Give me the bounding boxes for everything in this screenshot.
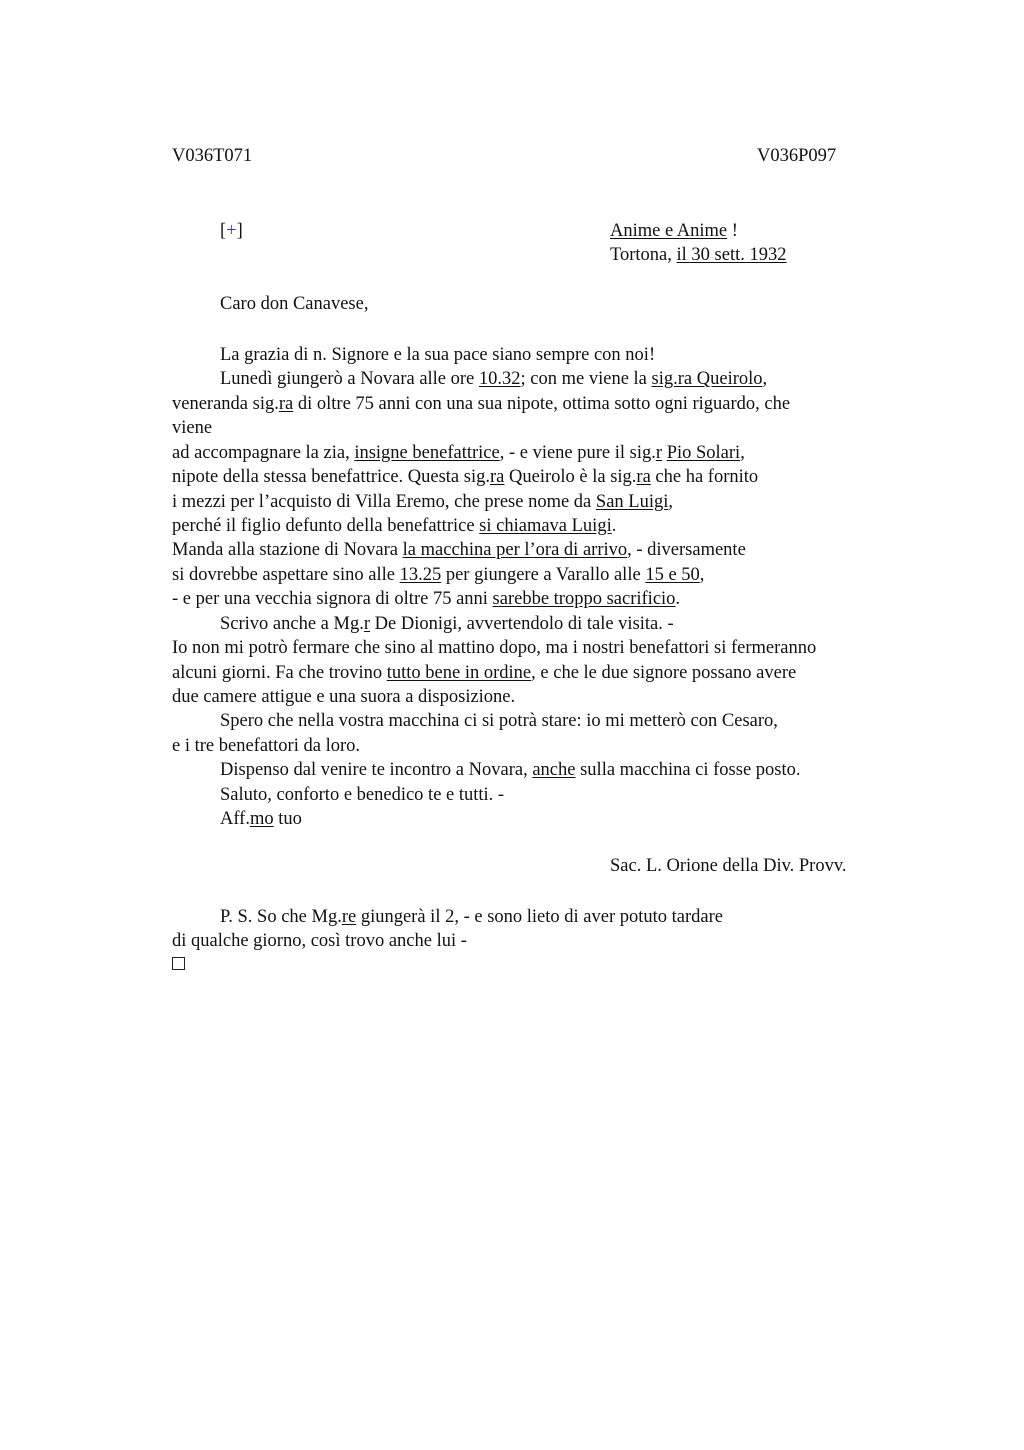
body-line: Io non mi potrò fermare che sino al mattino dopo, ma i nostri benefattori si fermeranno bbox=[172, 638, 817, 658]
body-line: Dispenso dal venire te incontro a Novara, anche sulla macchina ci fosse posto. bbox=[220, 760, 801, 780]
body-line: veneranda sig.ra di oltre 75 anni con una sua nipote, ottima sotto ogni riguardo, che bbox=[172, 394, 791, 414]
body-line: i mezzi per l’acquisto di Villa Eremo, che prese nome da San Luigi, bbox=[172, 492, 673, 512]
body-line: e i tre benefattori da loro. bbox=[172, 736, 360, 756]
body-line: Lunedì giungerò a Novara alle ore 10.32; con me viene la sig.ra Queirolo, bbox=[220, 369, 768, 389]
body-line: La grazia di n. Signore e la sua pace siano sempre con noi! bbox=[220, 345, 656, 365]
place-date: Tortona, il 30 sett. 1932 bbox=[610, 245, 787, 265]
body-line: alcuni giorni. Fa che trovino tutto bene in ordine, e che le due signore possano avere bbox=[172, 663, 797, 683]
postscript-line: P. S. So che Mg.re giungerà il 2, - e sono lieto di aver potuto tardare bbox=[220, 907, 724, 927]
body-line: Spero che nella vostra macchina ci si potrà stare: io mi metterò con Cesaro, bbox=[220, 711, 778, 731]
cross-mark: [+] bbox=[220, 221, 243, 241]
body-line: ad accompagnare la zia, insigne benefattrice, - e viene pure il sig.r Pio Solari, bbox=[172, 443, 745, 463]
closing: Aff.mo tuo bbox=[220, 809, 302, 829]
document-code-right: V036P097 bbox=[757, 146, 837, 166]
body-line: viene bbox=[172, 418, 213, 438]
body-line: si dovrebbe aspettare sino alle 13.25 per giungere a Varallo alle 15 e 50, bbox=[172, 565, 705, 585]
salutation: Caro don Canavese, bbox=[220, 294, 369, 314]
body-line: due camere attigue e una suora a disposizione. bbox=[172, 687, 516, 707]
body-line: Scrivo anche a Mg.r De Dionigi, avvertendolo di tale visita. - bbox=[220, 614, 674, 634]
body-line: Saluto, conforto e benedico te e tutti. - bbox=[220, 785, 505, 805]
body-line: - e per una vecchia signora di oltre 75 anni sarebbe troppo sacrificio. bbox=[172, 589, 681, 609]
document-code-left: V036T071 bbox=[172, 146, 253, 166]
checkbox-icon bbox=[172, 957, 185, 970]
motto: Anime e Anime ! bbox=[610, 221, 738, 241]
body-line: Manda alla stazione di Novara la macchina per l’ora di arrivo, - diversamente bbox=[172, 540, 746, 560]
body-line: nipote della stessa benefattrice. Questa sig.ra Queirolo è la sig.ra che ha fornito bbox=[172, 467, 759, 487]
signature: Sac. L. Orione della Div. Provv. bbox=[610, 856, 847, 876]
cross-icon: + bbox=[226, 221, 237, 241]
body-line: perché il figlio defunto della benefattrice si chiamava Luigi. bbox=[172, 516, 617, 536]
postscript-line: di qualche giorno, così trovo anche lui - bbox=[172, 931, 467, 951]
